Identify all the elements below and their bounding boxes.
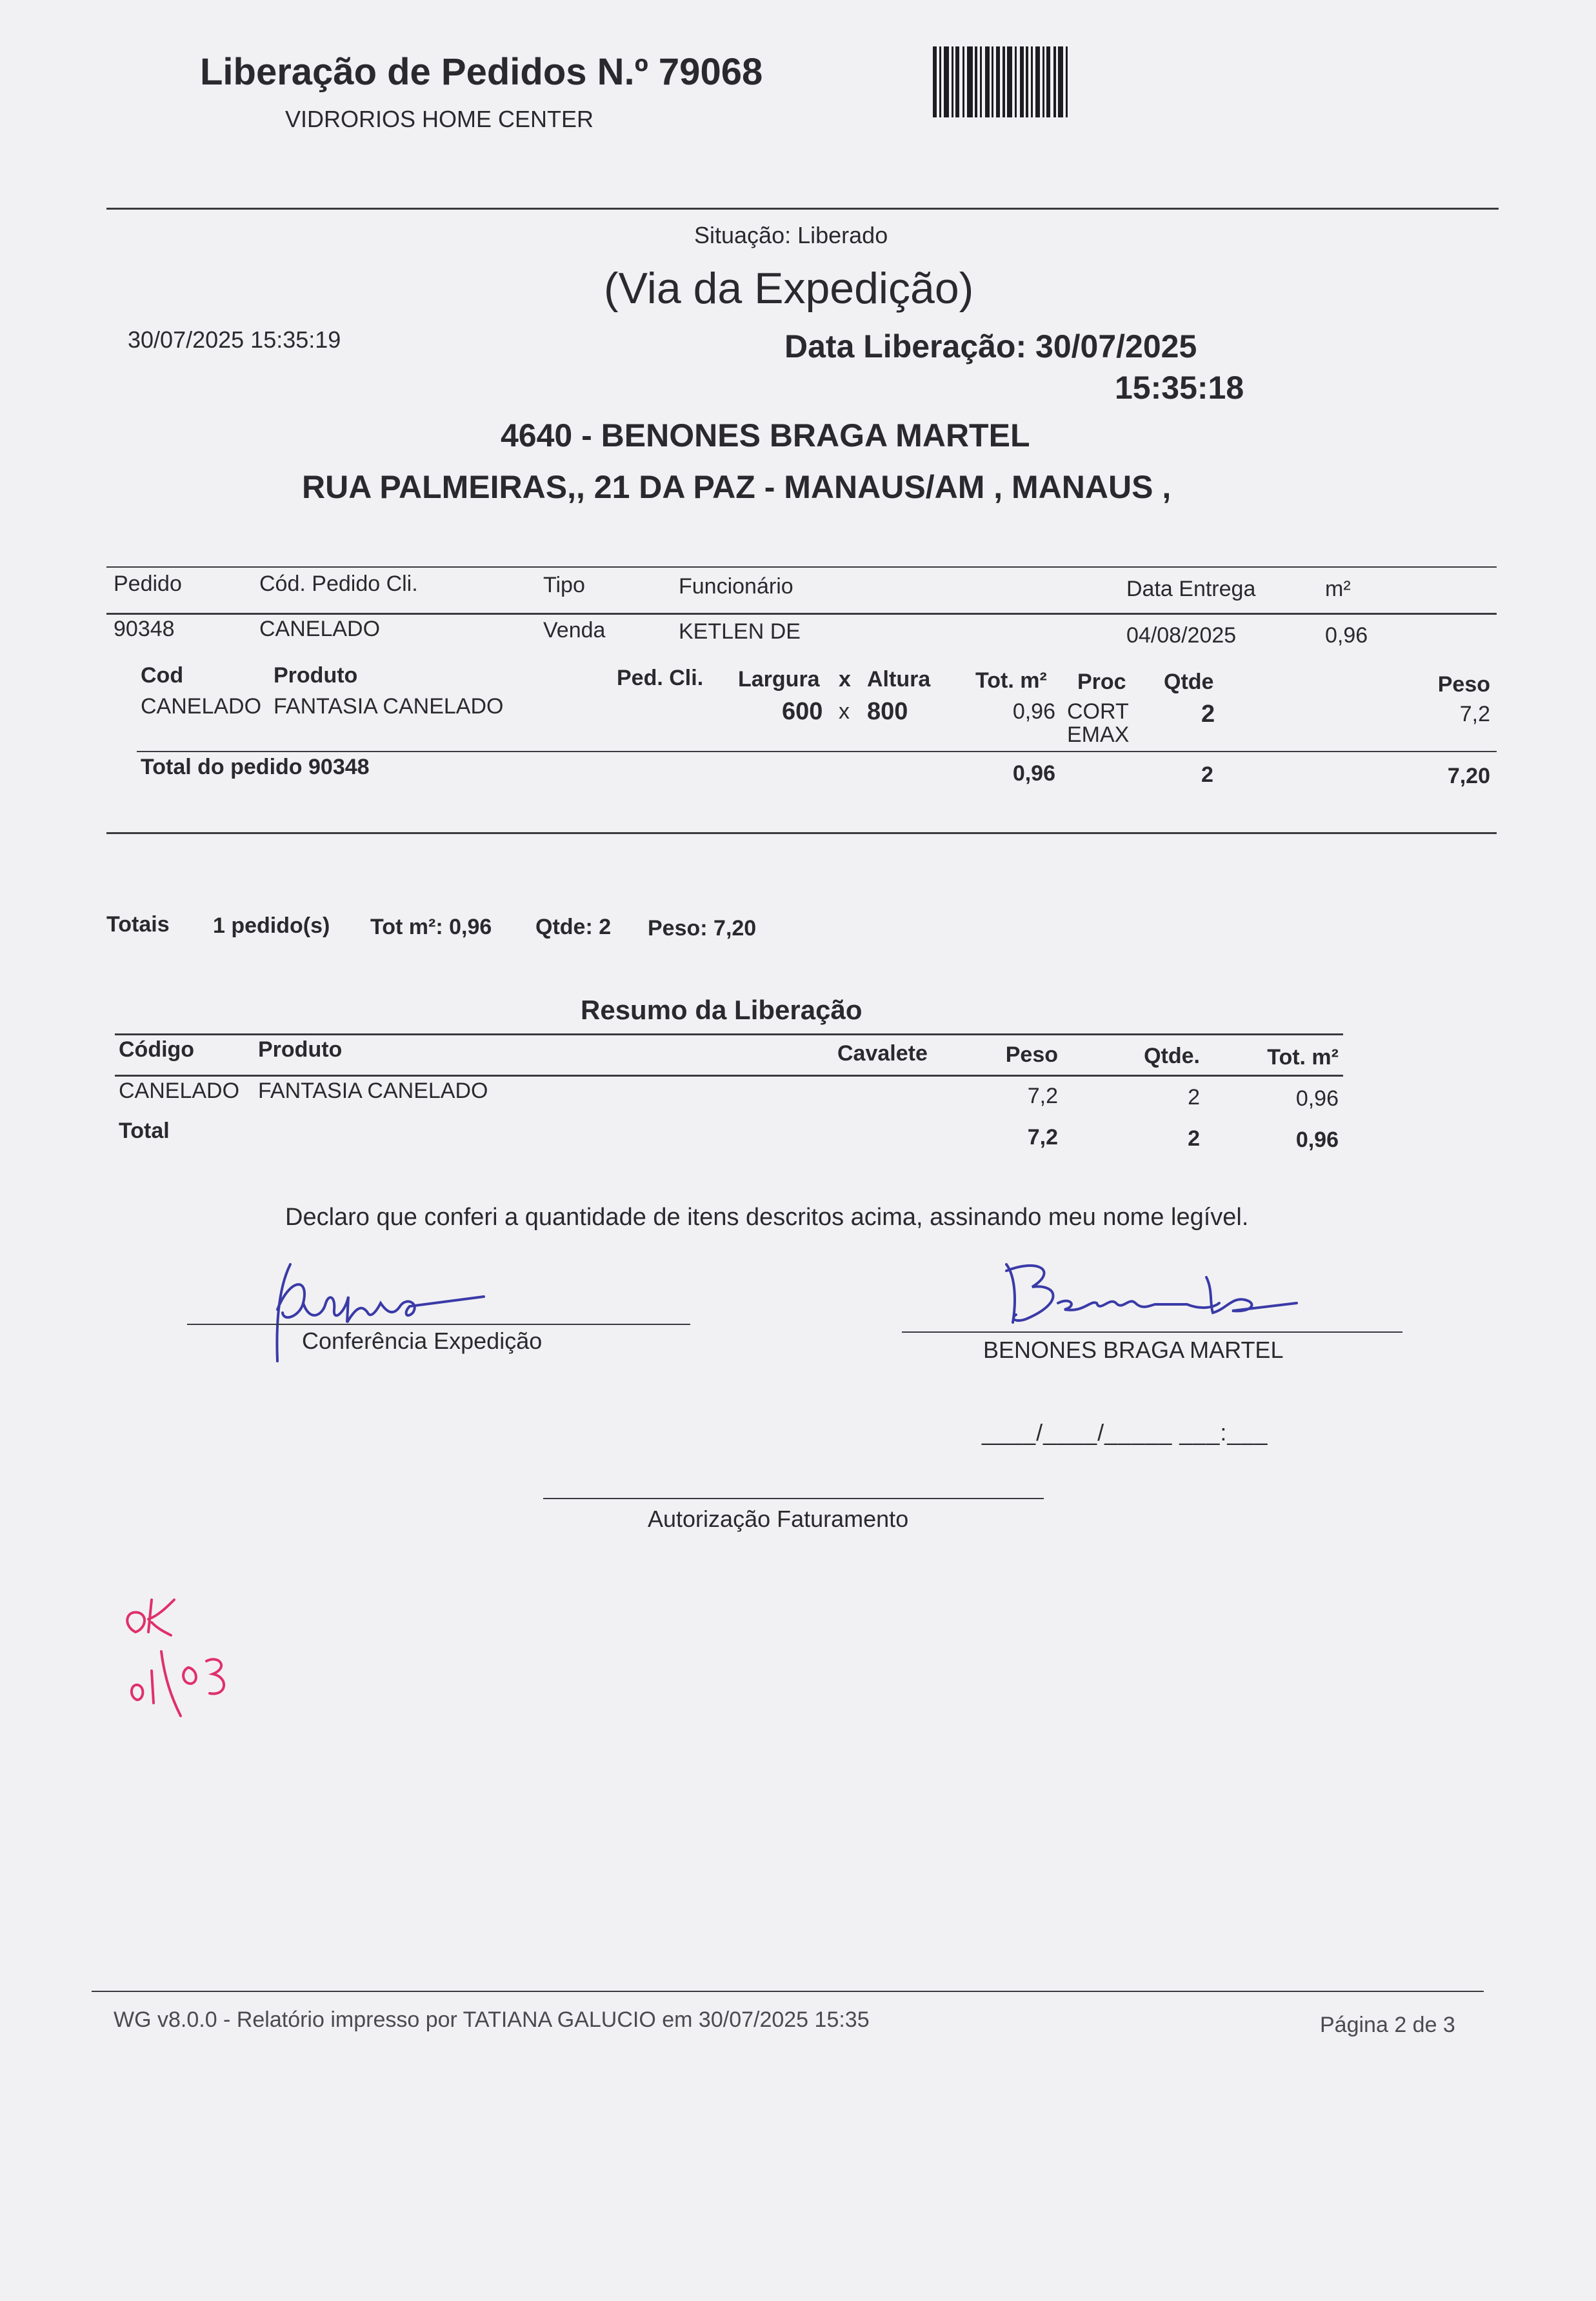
resumo-col-qtde: Qtde. — [1144, 1044, 1200, 1068]
via-title: (Via da Expedição) — [604, 264, 974, 313]
order-funcionario: KETLEN DE — [679, 619, 801, 644]
col-cod-pedido-cli: Cód. Pedido Cli. — [259, 572, 418, 596]
item-col-peso: Peso — [1437, 672, 1490, 697]
footer-divider — [92, 1991, 1484, 1992]
item-produto: FANTASIA CANELADO — [274, 694, 504, 719]
totais-qtde: Qtde: 2 — [535, 915, 612, 939]
signature-line-autorizacao — [543, 1498, 1044, 1499]
totais-peso: Peso: 7,20 — [648, 916, 757, 941]
item-col-largura: Largura — [738, 667, 820, 692]
col-tipo: Tipo — [543, 573, 585, 597]
header-divider — [106, 208, 1499, 210]
item-tot-m2: 0,96 — [1012, 699, 1055, 724]
item-x: x — [839, 699, 850, 724]
item-col-altura: Altura — [867, 667, 931, 692]
item-cod: CANELADO — [141, 694, 262, 719]
autorizacao-label: Autorização Faturamento — [648, 1506, 909, 1532]
col-pedido: Pedido — [114, 572, 182, 596]
resumo-total-label: Total — [119, 1119, 170, 1143]
resumo-col-tot-m2: Tot. m² — [1267, 1045, 1339, 1070]
order-section-divider — [106, 832, 1497, 834]
footer-report-info: WG v8.0.0 - Relatório impresso por TATIANA GALUCIO em 30/07/2025 15:35 — [114, 2007, 870, 2032]
cliente-label: BENONES BRAGA MARTEL — [983, 1337, 1284, 1363]
item-altura: 800 — [867, 698, 908, 725]
resumo-total-peso: 7,2 — [1027, 1125, 1058, 1150]
item-proc-line1: CORT — [1067, 699, 1129, 724]
client-name: 4640 - BENONES BRAGA MARTEL — [501, 417, 1030, 453]
company-name: VIDRORIOS HOME CENTER — [285, 106, 594, 132]
item-total-line — [137, 751, 1497, 752]
document-title: Liberação de Pedidos N.º 79068 — [200, 51, 763, 93]
order-data-entrega: 04/08/2025 — [1126, 623, 1237, 648]
item-col-cod: Cod — [141, 663, 184, 688]
resumo-col-peso: Peso — [1005, 1042, 1058, 1067]
resumo-title: Resumo da Liberação — [581, 995, 863, 1025]
situacao-text: Situação: Liberado — [694, 222, 888, 248]
col-funcionario: Funcionário — [679, 574, 793, 599]
footer-page-number: Página 2 de 3 — [1320, 2013, 1455, 2037]
resumo-col-codigo: Código — [119, 1037, 195, 1062]
order-total-label: Total do pedido 90348 — [141, 755, 370, 779]
item-col-proc: Proc — [1077, 670, 1126, 694]
declaration-text: Declaro que conferi a quantidade de itens descritos acima, assinando meu nome legível. — [285, 1204, 1249, 1231]
resumo-row-produto: FANTASIA CANELADO — [258, 1079, 488, 1103]
data-liberacao: Data Liberação: 30/07/2025 — [784, 328, 1197, 364]
order-tipo: Venda — [543, 618, 606, 642]
totais-pedidos: 1 pedido(s) — [213, 913, 330, 938]
signature-line-conferencia — [187, 1324, 690, 1325]
totais-tot-m2: Tot m²: 0,96 — [370, 915, 492, 939]
data-liberacao-time: 15:35:18 — [1115, 370, 1244, 406]
item-proc-line2: EMAX — [1067, 722, 1130, 747]
resumo-row-peso: 7,2 — [1027, 1084, 1058, 1108]
col-m2: m² — [1325, 577, 1351, 601]
resumo-total-qtde: 2 — [1188, 1126, 1200, 1151]
resumo-row-qtde: 2 — [1188, 1085, 1200, 1110]
order-total-qtde: 2 — [1201, 762, 1213, 787]
item-col-produto: Produto — [274, 663, 358, 688]
order-cod-pedido-cli: CANELADO — [259, 617, 381, 641]
item-qtde: 2 — [1201, 701, 1215, 728]
signature-cliente — [987, 1251, 1310, 1342]
order-total-peso: 7,20 — [1447, 764, 1490, 788]
resumo-col-cavalete: Cavalete — [837, 1041, 928, 1066]
item-col-ped-cli: Ped. Cli. — [617, 666, 704, 690]
resumo-row-tot-m2: 0,96 — [1295, 1086, 1339, 1111]
item-col-qtde: Qtde — [1164, 670, 1214, 694]
item-peso: 7,2 — [1459, 702, 1490, 726]
order-pedido: 90348 — [114, 617, 175, 641]
col-data-entrega: Data Entrega — [1126, 577, 1256, 601]
client-address: RUA PALMEIRAS,, 21 DA PAZ - MANAUS/AM , MANAUS , — [302, 469, 1172, 505]
date-time-blank: ____/____/_____ ___:___ — [982, 1419, 1268, 1446]
signature-line-cliente — [902, 1331, 1402, 1333]
order-table-top-line — [106, 566, 1497, 568]
print-datetime: 30/07/2025 15:35:19 — [128, 326, 341, 353]
resumo-header-underline — [115, 1075, 1343, 1077]
resumo-top-line — [115, 1033, 1343, 1035]
order-m2: 0,96 — [1325, 623, 1368, 648]
item-col-tot-m2: Tot. m² — [975, 668, 1047, 693]
order-header-underline — [106, 613, 1497, 615]
order-total-tot-m2: 0,96 — [1012, 761, 1055, 786]
resumo-col-produto: Produto — [258, 1037, 343, 1062]
item-col-x: x — [839, 667, 851, 692]
barcode — [933, 46, 1181, 117]
conferencia-label: Conferência Expedição — [302, 1328, 543, 1354]
resumo-row-codigo: CANELADO — [119, 1079, 240, 1103]
item-largura: 600 — [782, 698, 823, 725]
resumo-total-tot-m2: 0,96 — [1295, 1128, 1339, 1152]
handwritten-note — [116, 1587, 245, 1755]
totais-label: Totais — [106, 912, 170, 937]
